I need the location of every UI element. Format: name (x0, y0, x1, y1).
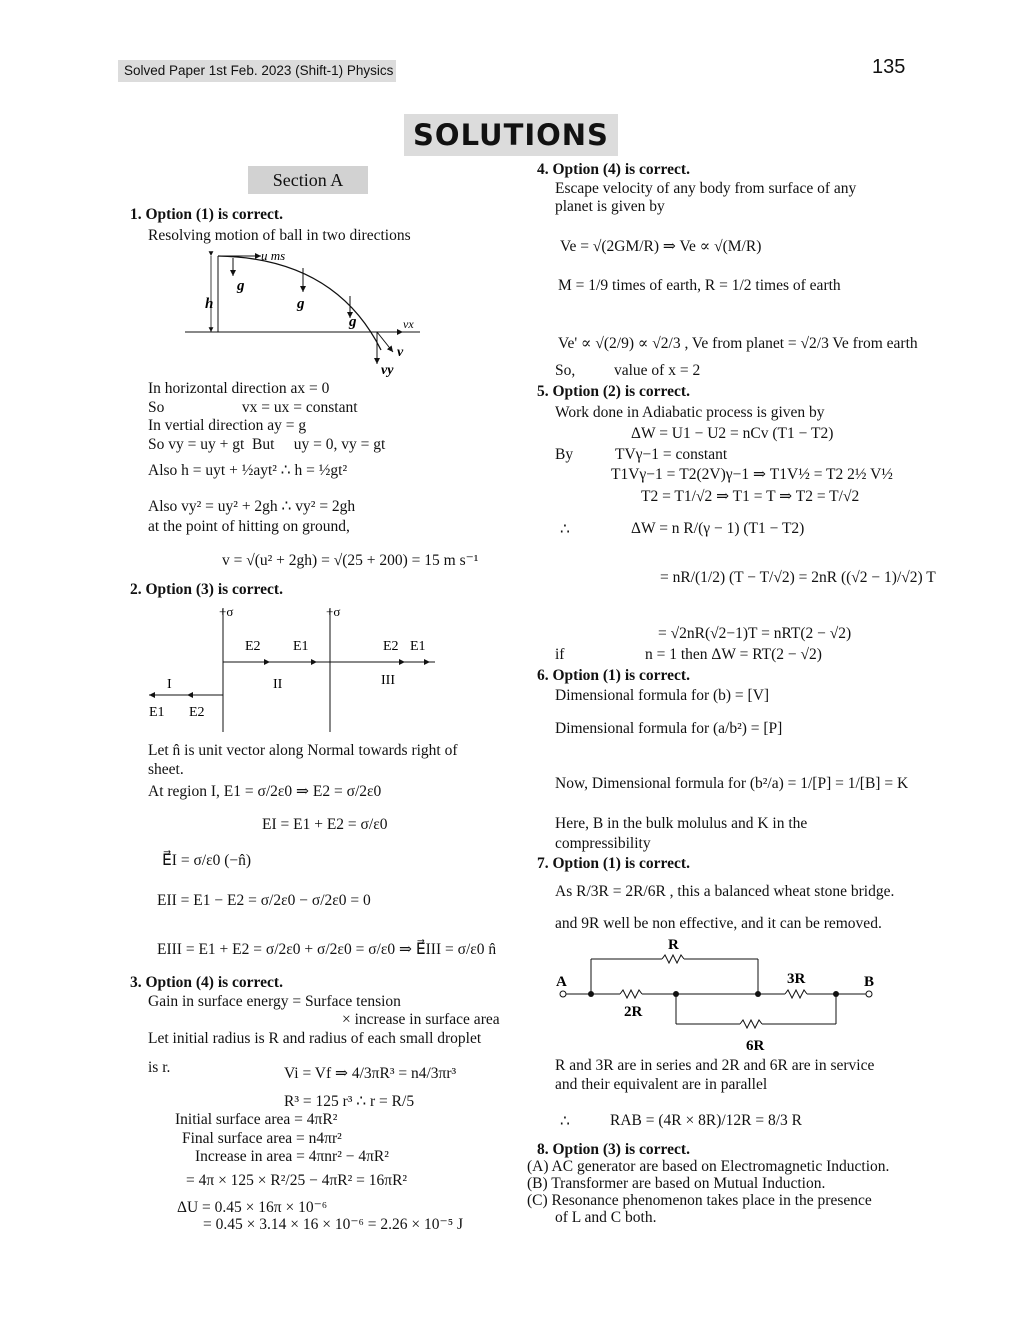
q4-line: Escape velocity of any body from surface of any (555, 180, 857, 197)
q3-line: Gain in surface energy = Surface tension (148, 993, 401, 1010)
terminal-b-label: B (864, 974, 875, 990)
q1-line: So vx = ux = constant (148, 399, 358, 416)
q2-line: At region I, E1 = σ/2ε0 ⇒ E2 = σ/2ε0 (148, 783, 382, 800)
v-label: v (397, 345, 404, 360)
resistor-label: R (668, 937, 679, 953)
q1-heading: 1. Option (1) is correct. (130, 206, 283, 223)
q5-line: By (555, 446, 574, 463)
q1-line: Also h = uyt + ½ayt² ∴ h = ½gt² (148, 462, 348, 479)
e1-label: E1 (410, 639, 426, 654)
region-1-label: I (167, 677, 172, 692)
q5-line: n = 1 then ΔW = RT(2 − √2) (645, 646, 822, 663)
q1-line: Resolving motion of ball in two directions (148, 227, 411, 244)
q5-line: = √2nR(√2−1)T = nRT(2 − √2) (658, 625, 852, 642)
q5-line: ∴ (560, 521, 570, 538)
q4-line: Ve = √(2GM/R) ⇒ Ve ∝ √(M/R) (560, 238, 762, 255)
q5-line: T2 = T1/√2 ⇒ T1 = T ⇒ T2 = T/√2 (641, 488, 860, 505)
q3-line: Let initial radius is R and radius of each small droplet (148, 1030, 482, 1047)
q2-line: Let n̂ is unit vector along Normal towards right of (148, 742, 458, 759)
q2-heading: 2. Option (3) is correct. (130, 581, 283, 598)
e1-label: E1 (149, 705, 165, 720)
q6-line: compressibility (555, 835, 651, 852)
q5-line: TVγ−1 = constant (615, 446, 728, 463)
q7-line: R and 3R are in series and 2R and 6R are in service (555, 1057, 875, 1074)
q7-line: and 9R well be non effective, and it can be removed. (555, 915, 882, 932)
q5-line: T1Vγ−1 = T2(2V)γ−1 ⇒ T1V½ = T2 2½ V½ (611, 466, 893, 483)
q3-line: = 0.45 × 3.14 × 16 × 10⁻⁶ = 2.26 × 10⁻⁵ J (203, 1216, 464, 1233)
q1-line: Also vy² = uy² + 2gh ∴ vy² = 2gh (148, 498, 356, 515)
resistor-label: 3R (787, 971, 806, 987)
e2-label: E2 (245, 639, 261, 654)
vx-label: vx (403, 317, 414, 331)
q2-line: E⃗I = σ/ε0 (−n̂) (162, 852, 252, 869)
q2-line: EIII = E1 + E2 = σ/2ε0 + σ/2ε0 = σ/ε0 ⇒ E⃗III = σ/ε0 n̂ (157, 941, 497, 958)
q2-line: EII = E1 − E2 = σ/2ε0 − σ/2ε0 = 0 (157, 892, 371, 909)
g-label: g (237, 278, 245, 294)
q3-heading: 3. Option (4) is correct. (130, 974, 283, 991)
g-label: g (349, 314, 357, 330)
q3-line: Final surface area = n4πr² (182, 1130, 342, 1147)
q8-item: (A) AC generator are based on Electromagnetic Induction. (527, 1158, 890, 1175)
q1-line: at the point of hitting on ground, (148, 518, 350, 535)
q4-line: planet is given by (555, 198, 665, 215)
q7-line: and their equivalent are in parallel (555, 1076, 768, 1093)
q2-line: EI = E1 + E2 = σ/ε0 (262, 816, 388, 833)
q1-line: In horizontal direction ax = 0 (148, 380, 330, 397)
bridge-circuit-figure (550, 934, 890, 1056)
q6-line: Now, Dimensional formula for (b²/a) = 1/[P] = 1/[B] = K (555, 775, 909, 792)
q6-line: Here, B in the bulk molulus and K in the (555, 815, 808, 832)
q7-heading: 7. Option (1) is correct. (537, 855, 690, 872)
q1-line: v = √(u² + 2gh) = √(25 + 200) = 15 m s⁻¹ (222, 552, 479, 569)
q7-line: RAB = (4R × 8R)/12R = 8/3 R (610, 1112, 803, 1129)
q3-line: × increase in surface area (342, 1011, 500, 1028)
q8-heading: 8. Option (3) is correct. (537, 1141, 690, 1158)
g-label: g (297, 296, 305, 312)
vy-label: vy (381, 363, 394, 378)
q2-line: sheet. (148, 761, 184, 778)
q5-line: ΔW = U1 − U2 = nCv (T1 − T2) (631, 425, 834, 442)
page-number: 135 (872, 56, 906, 78)
q5-line: = nR/(1/2) (T − T/√2) = 2nR ((√2 − 1)/√2) T (660, 569, 936, 586)
terminal-a-label: A (556, 974, 567, 990)
q8-item: of L and C both. (555, 1209, 657, 1226)
projectile-figure (185, 246, 445, 380)
q3-line: is r. (148, 1059, 171, 1076)
resistor-label: 6R (746, 1038, 765, 1054)
sigma-label: +σ (326, 604, 341, 619)
e2-label: E2 (383, 639, 399, 654)
q5-heading: 5. Option (2) is correct. (537, 383, 690, 400)
q3-line: Initial surface area = 4πR² (175, 1111, 338, 1128)
q7-line: As R/3R = 2R/6R , this a balanced wheat stone bridge. (555, 883, 895, 900)
paper-label: Solved Paper 1st Feb. 2023 (Shift-1) Physics (118, 60, 396, 82)
q3-line: R³ = 125 r³ ∴ r = R/5 (284, 1093, 415, 1110)
solutions-title: SOLUTIONS (404, 114, 618, 156)
q3-line: Vi = Vf ⇒ 4/3πR³ = n4/3πr³ (284, 1065, 457, 1082)
field-figure (145, 602, 445, 734)
q6-heading: 6. Option (1) is correct. (537, 667, 690, 684)
q8-item: (C) Resonance phenomenon takes place in the presence (527, 1192, 872, 1209)
region-3-label: III (381, 673, 395, 688)
q5-line: ΔW = n R/(γ − 1) (T1 − T2) (631, 520, 805, 537)
q8-item: (B) Transformer are based on Mutual Induction. (527, 1175, 826, 1192)
resistor-label: 2R (624, 1004, 643, 1020)
q4-line: Ve' ∝ √(2/9) ∝ √2/3 , Ve from planet = √2/3 Ve from earth (558, 335, 918, 352)
q1-line: So vy = uy + gt But uy = 0, vy = gt (148, 436, 386, 453)
q6-line: Dimensional formula for (b) = [V] (555, 687, 770, 704)
section-heading: Section A (248, 166, 368, 194)
region-2-label: II (273, 677, 283, 692)
q3-line: ΔU = 0.45 × 16π × 10⁻⁶ (177, 1199, 328, 1216)
q3-line: Increase in area = 4πnr² − 4πR² (195, 1148, 389, 1165)
q5-line: Work done in Adiabatic process is given by (555, 404, 825, 421)
q5-line: if (555, 646, 565, 663)
q4-line: So, value of x = 2 (555, 362, 701, 379)
q1-line: In vertial direction ay = g (148, 417, 307, 434)
e1-label: E1 (293, 639, 309, 654)
e2-label: E2 (189, 705, 205, 720)
sigma-label: +σ (219, 604, 234, 619)
q4-heading: 4. Option (4) is correct. (537, 161, 690, 178)
q7-line: ∴ (560, 1113, 570, 1130)
u-label: u ms (261, 248, 286, 263)
q6-line: Dimensional formula for (a/b²) = [P] (555, 720, 783, 737)
q4-line: M = 1/9 times of earth, R = 1/2 times of earth (558, 277, 841, 294)
q3-line: = 4π × 125 × R²/25 − 4πR² = 16πR² (186, 1172, 408, 1189)
h-label: h (205, 296, 214, 312)
